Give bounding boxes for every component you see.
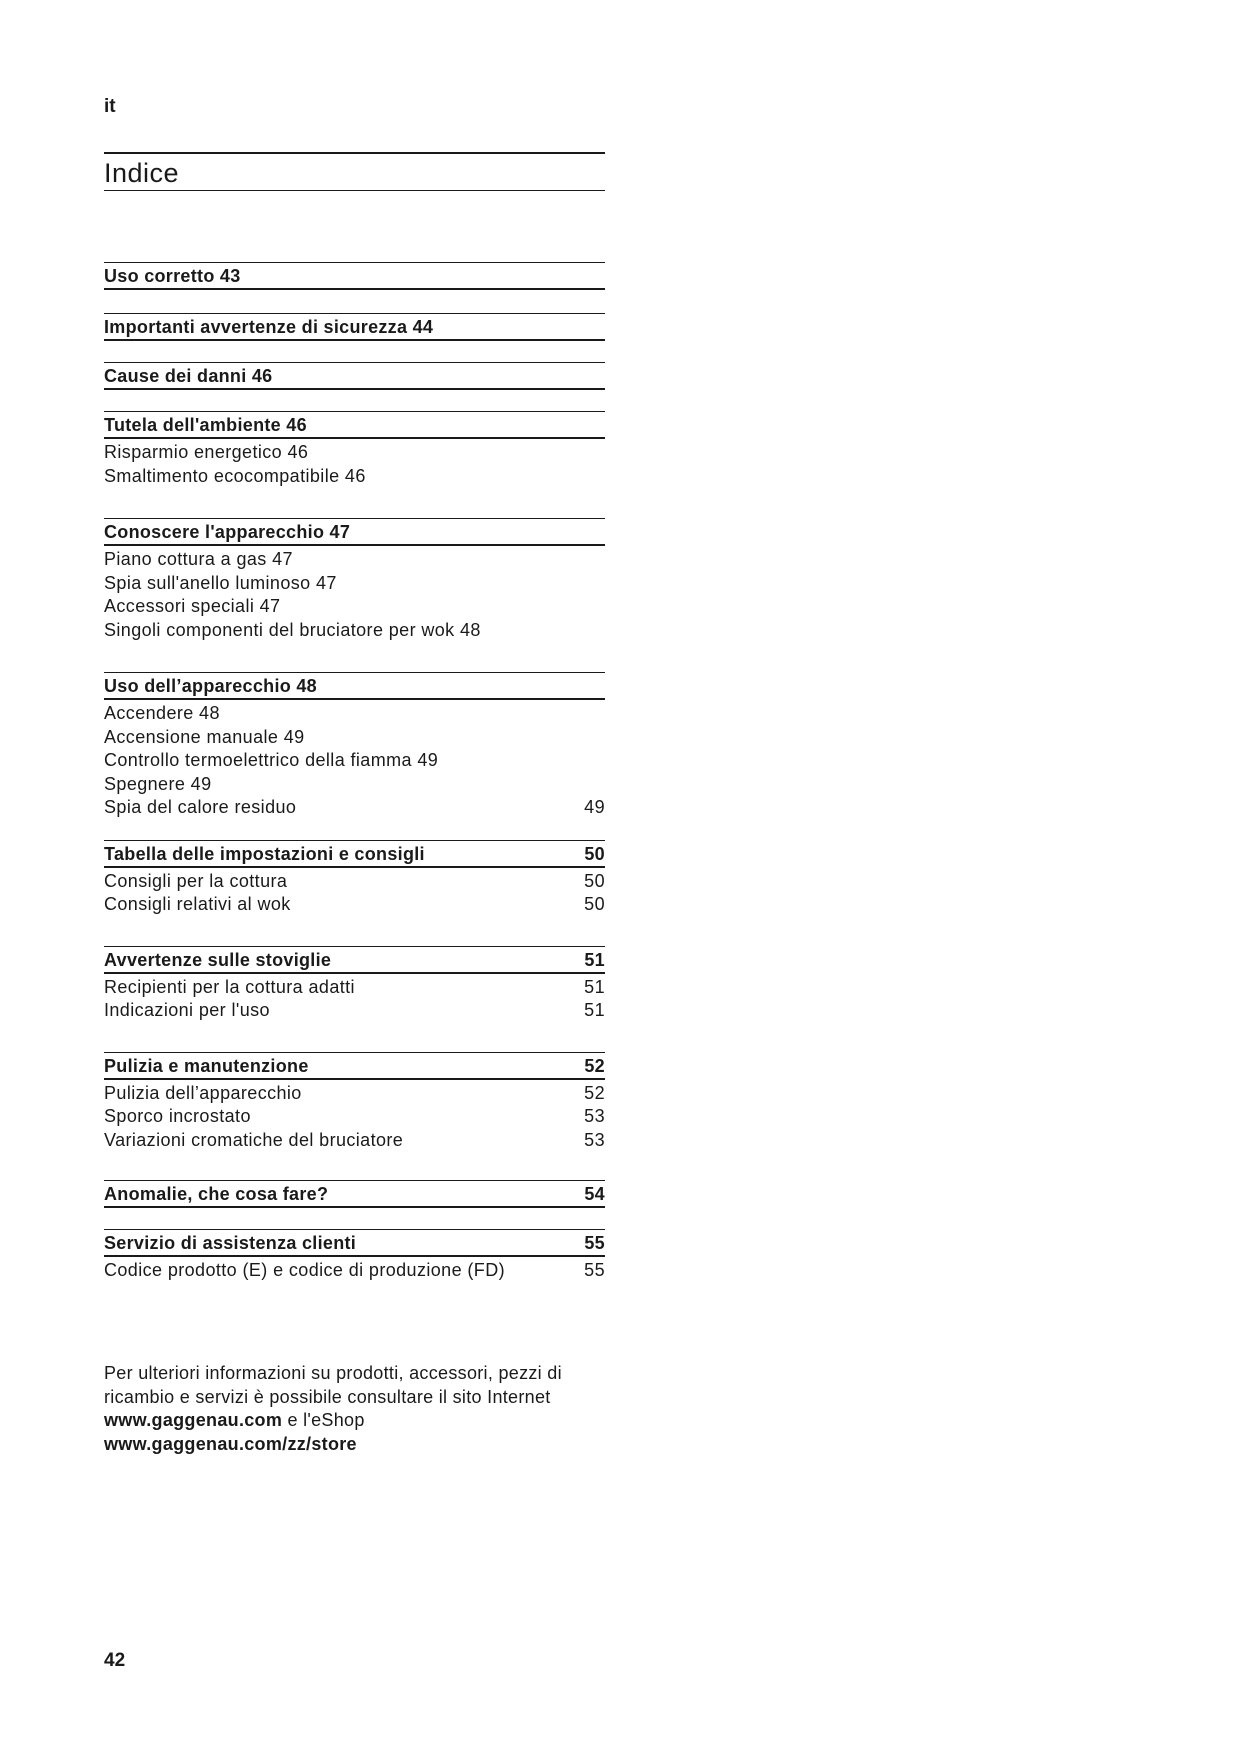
toc-item-page: 49 (584, 797, 605, 817)
toc-section-title: Tabella delle impostazioni e consigli (104, 843, 425, 864)
toc-item-title: Spia sull'anello luminoso 47 (104, 572, 337, 593)
toc-item-title: Sporco incrostato (104, 1106, 251, 1126)
toc-section-page: 55 (584, 1233, 605, 1253)
toc-section-page: 52 (584, 1055, 605, 1076)
toc-section-title: Conoscere l'apparecchio 47 (104, 522, 351, 542)
toc-item[interactable] (104, 797, 605, 821)
eshop-link[interactable]: www.gaggenau.com/zz/store (104, 1433, 357, 1454)
toc-section-heading[interactable] (104, 411, 605, 439)
toc-item-title: Consigli per la cottura (104, 870, 288, 891)
website-link[interactable]: www.gaggenau.com (104, 1410, 283, 1430)
toc-section-heading[interactable] (104, 313, 605, 341)
toc-item-page: 53 (584, 1129, 605, 1150)
toc-item-title: Singoli componenti del bruciatore per wok 48 (104, 619, 481, 640)
footer-line-2: ricambio e servizi è possibile consultare il sito Internet (104, 1386, 551, 1407)
toc-section-title: Tutela dell'ambiente 46 (104, 415, 307, 435)
toc-item[interactable] (104, 549, 605, 573)
toc-item[interactable] (104, 703, 605, 727)
toc-item-title: Accendere 48 (104, 703, 220, 723)
toc-item-title: Variazioni cromatiche del bruciatore (104, 1129, 404, 1150)
toc-section (104, 262, 605, 290)
page-title: Indice (104, 158, 180, 188)
toc-item[interactable] (104, 977, 605, 1001)
toc-section-title: Servizio di assistenza clienti (104, 1233, 357, 1253)
toc-item[interactable] (104, 1130, 605, 1154)
toc-section (104, 411, 605, 489)
toc-section-title: Avvertenze sulle stoviglie (104, 949, 332, 970)
toc-section (104, 313, 605, 341)
toc-section-page: 54 (584, 1184, 605, 1204)
toc-item-page: 50 (584, 870, 605, 891)
title-block (104, 152, 605, 191)
toc-section-title: Uso corretto 43 (104, 266, 241, 286)
toc-item-title: Codice prodotto (E) e codice di produzione (FD) (104, 1260, 505, 1280)
toc-item-title: Indicazioni per l'uso (104, 1000, 270, 1020)
toc-item-title: Consigli relativi al wok (104, 894, 291, 914)
toc-section-title: Importanti avvertenze di sicurezza 44 (104, 317, 434, 337)
toc-item[interactable] (104, 1260, 605, 1284)
toc-item[interactable] (104, 871, 605, 895)
toc-item[interactable] (104, 466, 605, 490)
toc-section-page: 50 (584, 843, 605, 864)
toc-section-heading[interactable] (104, 946, 605, 974)
toc-item-page: 51 (584, 976, 605, 997)
toc-item-list (104, 1257, 605, 1284)
toc-section-title: Pulizia e manutenzione (104, 1055, 309, 1076)
toc-section-heading[interactable] (104, 262, 605, 290)
toc-item[interactable] (104, 442, 605, 466)
toc-section-title: Cause dei danni 46 (104, 366, 273, 386)
toc-section-page: 51 (584, 949, 605, 970)
toc-item[interactable] (104, 1106, 605, 1130)
toc-section-heading[interactable] (104, 1052, 605, 1080)
table-of-contents (104, 262, 605, 1284)
toc-section (104, 840, 605, 918)
toc-item-title: Smaltimento ecocompatibile 46 (104, 465, 366, 486)
toc-section-heading[interactable] (104, 1180, 605, 1208)
toc-item-title: Piano cottura a gas 47 (104, 549, 293, 569)
toc-item-title: Risparmio energetico 46 (104, 442, 309, 462)
toc-section (104, 946, 605, 1024)
toc-item-title: Controllo termoelettrico della fiamma 49 (104, 750, 439, 770)
footer-line-1: Per ulteriori informazioni su prodotti, accessori, pezzi di (104, 1363, 562, 1383)
toc-section (104, 1229, 605, 1284)
toc-section-title: Uso dell’apparecchio 48 (104, 676, 317, 696)
toc-item-title: Spia del calore residuo (104, 797, 297, 817)
toc-item-page: 55 (584, 1260, 605, 1280)
toc-section-heading[interactable] (104, 362, 605, 390)
toc-item-list (104, 700, 605, 821)
page-number: 42 (104, 1650, 126, 1671)
toc-item-list (104, 439, 605, 489)
toc-item-title: Accessori speciali 47 (104, 596, 281, 616)
toc-item[interactable] (104, 596, 605, 620)
toc-section (104, 362, 605, 390)
toc-item-title: Accensione manuale 49 (104, 726, 305, 747)
footer-eshop-text: e l'eShop (282, 1410, 365, 1430)
language-code: it (104, 96, 116, 117)
toc-item-list (104, 868, 605, 918)
toc-item[interactable] (104, 774, 605, 798)
toc-item-list (104, 546, 605, 643)
toc-section-heading[interactable] (104, 672, 605, 700)
toc-section (104, 1052, 605, 1154)
toc-item-title: Spegnere 49 (104, 773, 212, 794)
toc-section (104, 672, 605, 821)
toc-item[interactable] (104, 1083, 605, 1107)
toc-item-page: 51 (584, 1000, 605, 1020)
toc-item-page: 50 (584, 894, 605, 914)
toc-item[interactable] (104, 573, 605, 597)
footer-info (104, 1362, 624, 1456)
toc-section (104, 1180, 605, 1208)
toc-item-page: 52 (584, 1082, 605, 1103)
toc-section-heading[interactable] (104, 1229, 605, 1257)
toc-section (104, 518, 605, 643)
toc-section-heading[interactable] (104, 518, 605, 546)
toc-item[interactable] (104, 750, 605, 774)
toc-item[interactable] (104, 894, 605, 918)
toc-item[interactable] (104, 1000, 605, 1024)
toc-item-list (104, 974, 605, 1024)
toc-item-page: 53 (584, 1106, 605, 1126)
toc-item[interactable] (104, 620, 605, 644)
toc-item-list (104, 1080, 605, 1154)
toc-section-heading[interactable] (104, 840, 605, 868)
toc-item-title: Recipienti per la cottura adatti (104, 976, 355, 997)
toc-section-title: Anomalie, che cosa fare? (104, 1184, 329, 1204)
toc-item[interactable] (104, 727, 605, 751)
toc-item-title: Pulizia dell’apparecchio (104, 1082, 302, 1103)
